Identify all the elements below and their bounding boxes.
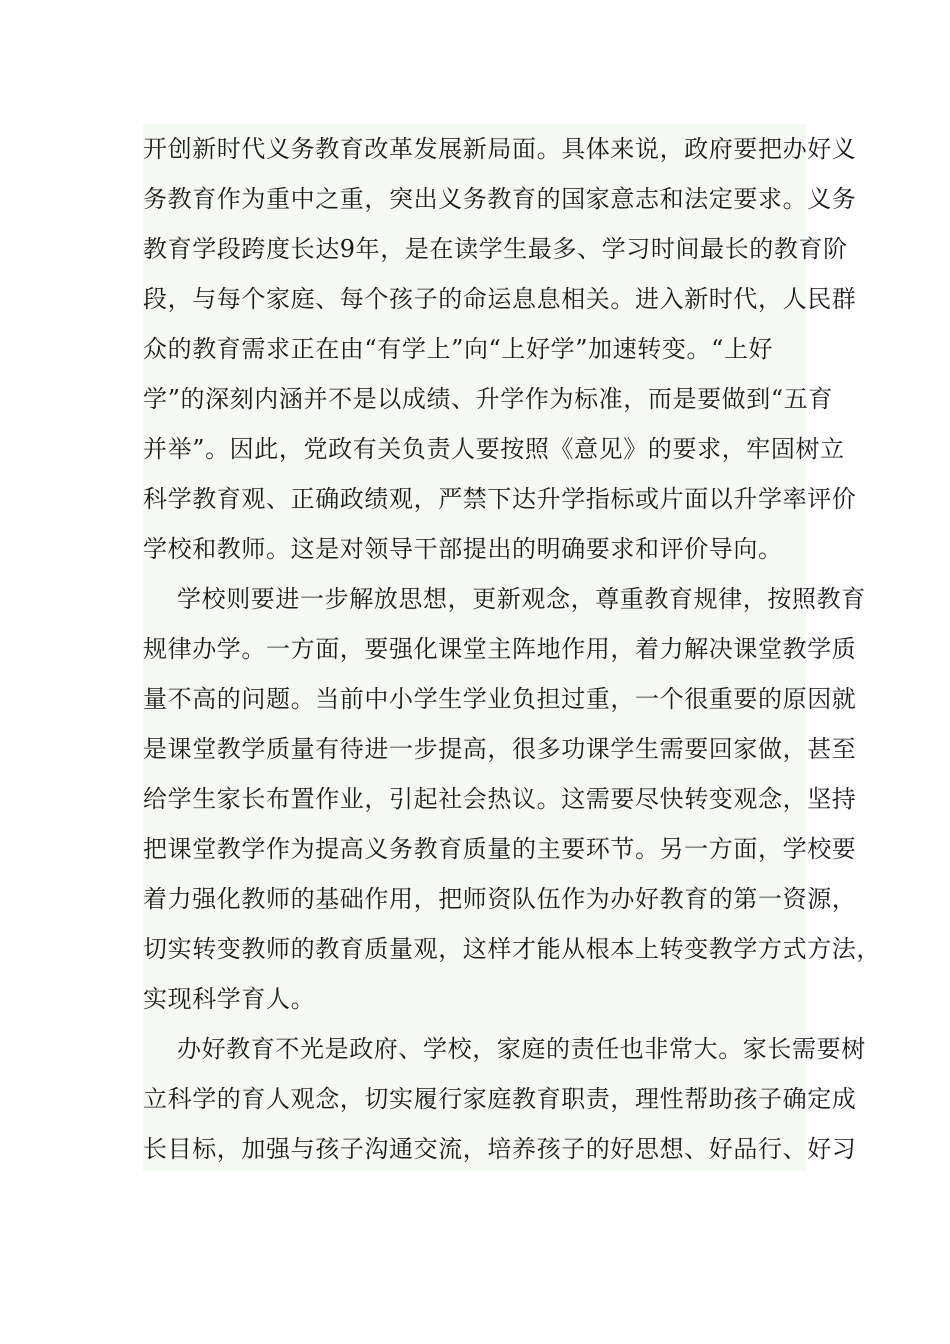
text-block <box>143 124 881 1171</box>
paragraph-2-line-8: 切实转变教师的教育质量观，这样才能从根本上转变教学方式方法， <box>143 935 881 963</box>
paragraph-2-line-5: 给学生家长布置作业，引起社会热议。这需要尽快转变观念，坚持 <box>143 785 857 813</box>
paragraph-2-line-1: 学校则要进一步解放思想，更新观念，尊重教育规律，按照教育 <box>177 585 866 613</box>
paragraph-2-line-3: 量不高的问题。当前中小学生学业负担过重，一个很重要的原因就 <box>143 685 857 713</box>
paragraph-3-line-2: 立科学的育人观念，切实履行家庭教育职责，理性帮助孩子确定成 <box>143 1085 857 1113</box>
paragraph-1-line-9: 学校和教师。这是对领导干部提出的明确要求和评价导向。 <box>143 535 783 563</box>
paragraph-1-line-6: 学”的深刻内涵并不是以成绩、升学作为标准，而是要做到“五育 <box>143 385 833 413</box>
paragraph-2-line-7: 着力强化教师的基础作用，把师资队伍作为办好教育的第一资源， <box>143 885 857 913</box>
paragraph-3-line-3: 长目标，加强与孩子沟通交流，培养孩子的好思想、好品行、好习 <box>143 1135 857 1163</box>
paragraph-2-line-9: 实现科学育人。 <box>143 985 316 1013</box>
paragraph-1-line-3: 教育学段跨度长达9年，是在读学生最多、学习时间最长的教育阶 <box>143 235 848 263</box>
paragraph-3-line-1: 办好教育不光是政府、学校，家庭的责任也非常大。家长需要树 <box>177 1035 866 1063</box>
paragraph-1-line-7: 并举”。因此，党政有关负责人要按照《意见》的要求，牢固树立 <box>143 435 845 463</box>
paragraph-2-line-4: 是课堂教学质量有待进一步提高，很多功课学生需要回家做，甚至 <box>143 735 857 763</box>
paragraph-1-line-2: 务教育作为重中之重，突出义务教育的国家意志和法定要求。义务 <box>143 185 857 213</box>
paragraph-1-line-1: 开创新时代义务教育改革发展新局面。具体来说，政府要把办好义 <box>143 135 857 163</box>
paragraph-1-line-4: 段，与每个家庭、每个孩子的命运息息相关。进入新时代，人民群 <box>143 285 857 313</box>
paragraph-1-line-8: 科学教育观、正确政绩观，严禁下达升学指标或片面以升学率评价 <box>143 485 857 513</box>
paragraph-1-line-5: 众的教育需求正在由“有学上”向“上好学”加速转变。“上好 <box>143 335 774 363</box>
paragraph-2-line-6: 把课堂教学作为提高义务教育质量的主要环节。另一方面，学校要 <box>143 835 857 863</box>
paragraph-2-line-2: 规律办学。一方面，要强化课堂主阵地作用，着力解决课堂教学质 <box>143 635 857 663</box>
